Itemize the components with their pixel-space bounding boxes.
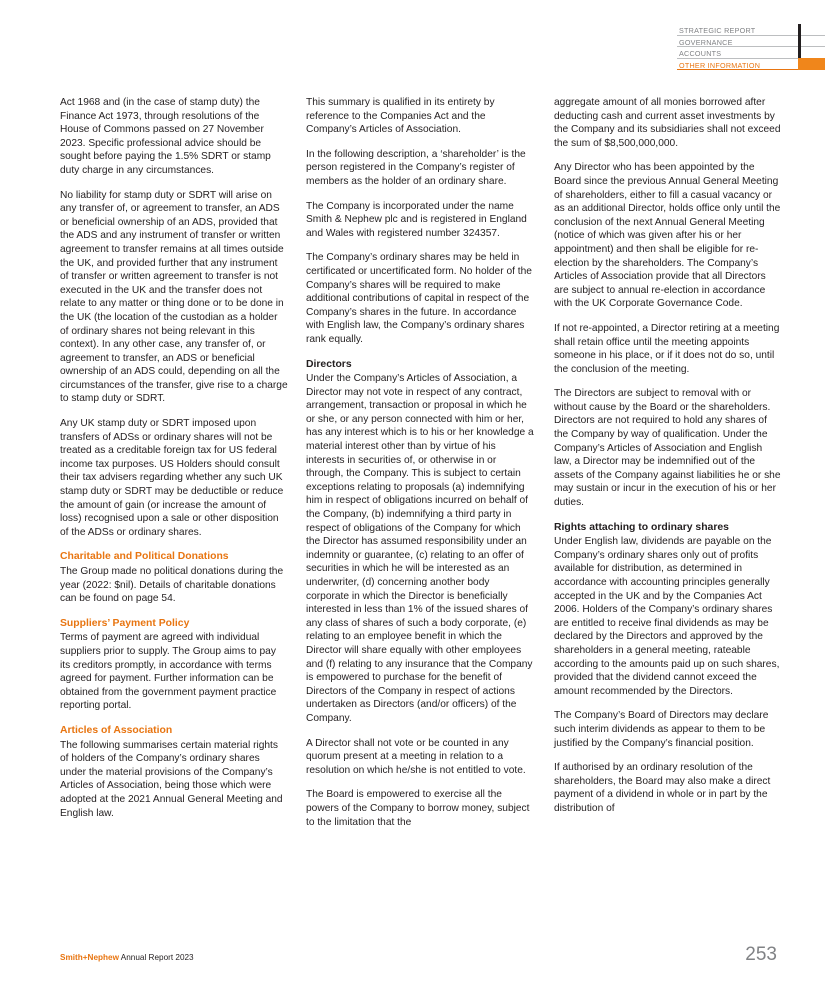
text-column-3 — [554, 96, 782, 827]
nav-item-label: ACCOUNTS — [679, 49, 722, 58]
paragraph: The Group made no political donations during the year (2022: $nil). Details of charitable donations can be found on page 54. — [60, 566, 284, 605]
nav-item-accounts[interactable] — [677, 47, 825, 59]
heading-charitable-political-donations: Charitable and Political Donations — [60, 551, 229, 563]
brand-name-right: Nephew — [87, 953, 119, 962]
page-number: 253 — [745, 944, 777, 965]
footer — [60, 953, 194, 962]
paragraph: Any Director who has been appointed by the Board since the previous Annual General Meeting of shareholders, either to fill a casual vacancy or as an additional Director, holds office only until the conclusion of the next Annual General Meeting (notice of which was given after his or her appointment) and then shall be eligible for re-election by the shareholders. The Company’s Articles of Association provide that all Directors are subject to annual re-election in accordance with the UK Corporate Governance Code. — [554, 162, 781, 310]
paragraph: If authorised by an ordinary resolution of the shareholders, the Board may also make a direct payment of a dividend in whole or in part by the distribution of — [554, 762, 771, 814]
nav-active-marker-icon — [798, 58, 825, 70]
paragraph: Under English law, dividends are payable on the Company’s ordinary shares only out of profits available for distribution, as determined in accordance with accounting principles generally accepted in the UK and by the Companies Act 2006. Holders of the Company’s ordinary shares are entitled to receive final dividends as may be declared by the Directors and approved by the shareholders in a general meeting, rateable according to the amounts paid up on such shares, provided that the dividend cannot exceed the amount recommended by the Directors. — [554, 536, 780, 697]
brand-name-left: Smith — [60, 953, 83, 962]
text-column-2 — [306, 96, 534, 840]
paragraph: The Company’s Board of Directors may declare such interim dividends as appear to them to be justified by the Company’s financial position. — [554, 710, 769, 749]
paragraph: In the following description, a ‘shareholder’ is the person registered in the Company’s register of members as the holder of an ordinary share. — [306, 148, 526, 187]
paragraph: Any UK stamp duty or SDRT imposed upon transfers of ADSs or ordinary shares will not be treated as a creditable foreign tax for US federal income tax purposes. US Holders should consult their tax advisers regarding whether any such UK stamp duty or SDRT may be deductible or reduce the amount of gain (or increase the amount of loss) recognised upon a sale or other disposition of the ADSs or ordinary shares. — [60, 418, 284, 538]
nav-item-governance[interactable] — [677, 36, 825, 48]
paragraph: aggregate amount of all monies borrowed after deducting cash and current asset investments by the Company and its subsidiaries shall not exceed the sum of $8,500,000,000. — [554, 97, 781, 149]
heading-directors: Directors — [306, 358, 352, 370]
paragraph: The following summarises certain material rights of holders of the Company’s ordinary shares under the material provisions of the Company’s Articles of Association, being those which were adopted at the 2021 Annual General Meeting and English law. — [60, 739, 283, 819]
nav-item-strategic-report[interactable] — [677, 24, 825, 36]
company-logo — [60, 953, 119, 962]
nav-item-label: GOVERNANCE — [679, 37, 733, 47]
brand-plus-icon: + — [82, 953, 88, 962]
footer-report-title: Annual Report 2023 — [120, 953, 194, 962]
heading-rights-attaching-to-ordinary-shares: Rights attaching to ordinary shares — [554, 521, 729, 533]
paragraph: A Director shall not vote or be counted in any quorum present at a meeting in relation to a resolution on which he/she is not entitled to vote. — [306, 737, 526, 776]
paragraph: Terms of payment are agreed with individual suppliers prior to supply. The Group aims to pay its creditors promptly, in accordance with terms agreed for payment. Further information can be obtained from the government payment practice reporting portal. — [60, 632, 277, 712]
paragraph: Act 1968 and (in the case of stamp duty) the Finance Act 1973, through resolutions of the House of Commons passed on 27 November 2023. Specific professional advice should be sought before paying the 1.5% SDRT or stamp duty charge in any circumstances. — [60, 97, 271, 176]
paragraph: This summary is qualified in its entirety by reference to the Companies Act and the Company’s Articles of Association. — [306, 97, 495, 136]
paragraph: The Directors are subject to removal with or without cause by the Board or the shareholders. Directors are not required to hold any shares of the Company by way of qualification. Under the Company’s Articles of Association and English law, a Director may be indemnified out of the assets of the Company against liabilities he or she may sustain or incur in the execution of his or her duties. — [554, 388, 781, 509]
nav-item-label: OTHER INFORMATION — [679, 60, 761, 70]
paragraph: The Company’s ordinary shares may be held in certificated or uncertificated form. No holder of the Company’s shares will be required to make additional contributions of capital in respect of the Company’s shares in the future. In accordance with English law, the Company’s ordinary shares rank equally. — [306, 252, 532, 345]
paragraph: If not re-appointed, a Director retiring at a meeting shall retain office until the meeting appoints someone in his place, or if it does not do so, until the conclusion of the meeting. — [554, 322, 780, 375]
paragraph: The Board is empowered to exercise all the powers of the Company to borrow money, subject to the limitation that the — [306, 789, 530, 828]
paragraph: No liability for stamp duty or SDRT will arise on any transfer of, or agreement to transfer, an ADS or beneficial ownership of an ADS, provided that the ADS and any instrument of transfer or written agreement to transfer remains at all times outside the UK, and provided further that any instrument of transfer or written agreement to transfer is not executed in the UK and the transfer does not relate to any matter or thing done or to be done in the UK (the location of the custodian as a holder of ordinary shares not being relevant in this context). In any other case, any transfer of, or agreement to transfer, an ADS or beneficial ownership of an ADS could, depending on all the circumstances of the transfer, give rise to a charge to stamp duty or SDRT. — [60, 189, 288, 405]
heading-suppliers-payment-policy: Suppliers’ Payment Policy — [60, 617, 190, 629]
paragraph: The Company is incorporated under the name Smith & Nephew plc and is registered in England and Wales with registered number 324357. — [306, 200, 527, 239]
heading-articles-of-association: Articles of Association — [60, 724, 173, 736]
text-column-1 — [60, 96, 288, 831]
paragraph: Under the Company’s Articles of Association, a Director may not vote in respect of any contract, arrangement, transaction or proposal in which he or she, or any person connected with him or her, has any interest which is to his or her knowledge a material interest other than by virtue of his interests in securities of, or otherwise in or through, the Company. This is subject to certain exceptions relating to proposals (a) indemnifying him in respect of obligations incurred on behalf of the Company, (b) indemnifying a third party in respect of obligations of the Company for which the Director has assumed responsibility under an indemnity or guarantee, (c) relating to an offer of securities in which he will be interested as an underwriter, (d) concerning another body corporate in which the Director is beneficially interested in less than 1% of the issued shares of any class of shares of such a body corporate, (e) relating to an employee benefit in which the Director will share equally with other employees and (f) relating to any insurance that the Company is empowered to purchase for the benefit of Directors of the Company in respect of actions undertaken as Directors (and/or officers) of the Company. — [306, 373, 534, 724]
nav-marker-bar-icon — [798, 24, 801, 58]
section-navigation — [677, 24, 825, 70]
nav-item-label: STRATEGIC REPORT — [679, 26, 756, 35]
